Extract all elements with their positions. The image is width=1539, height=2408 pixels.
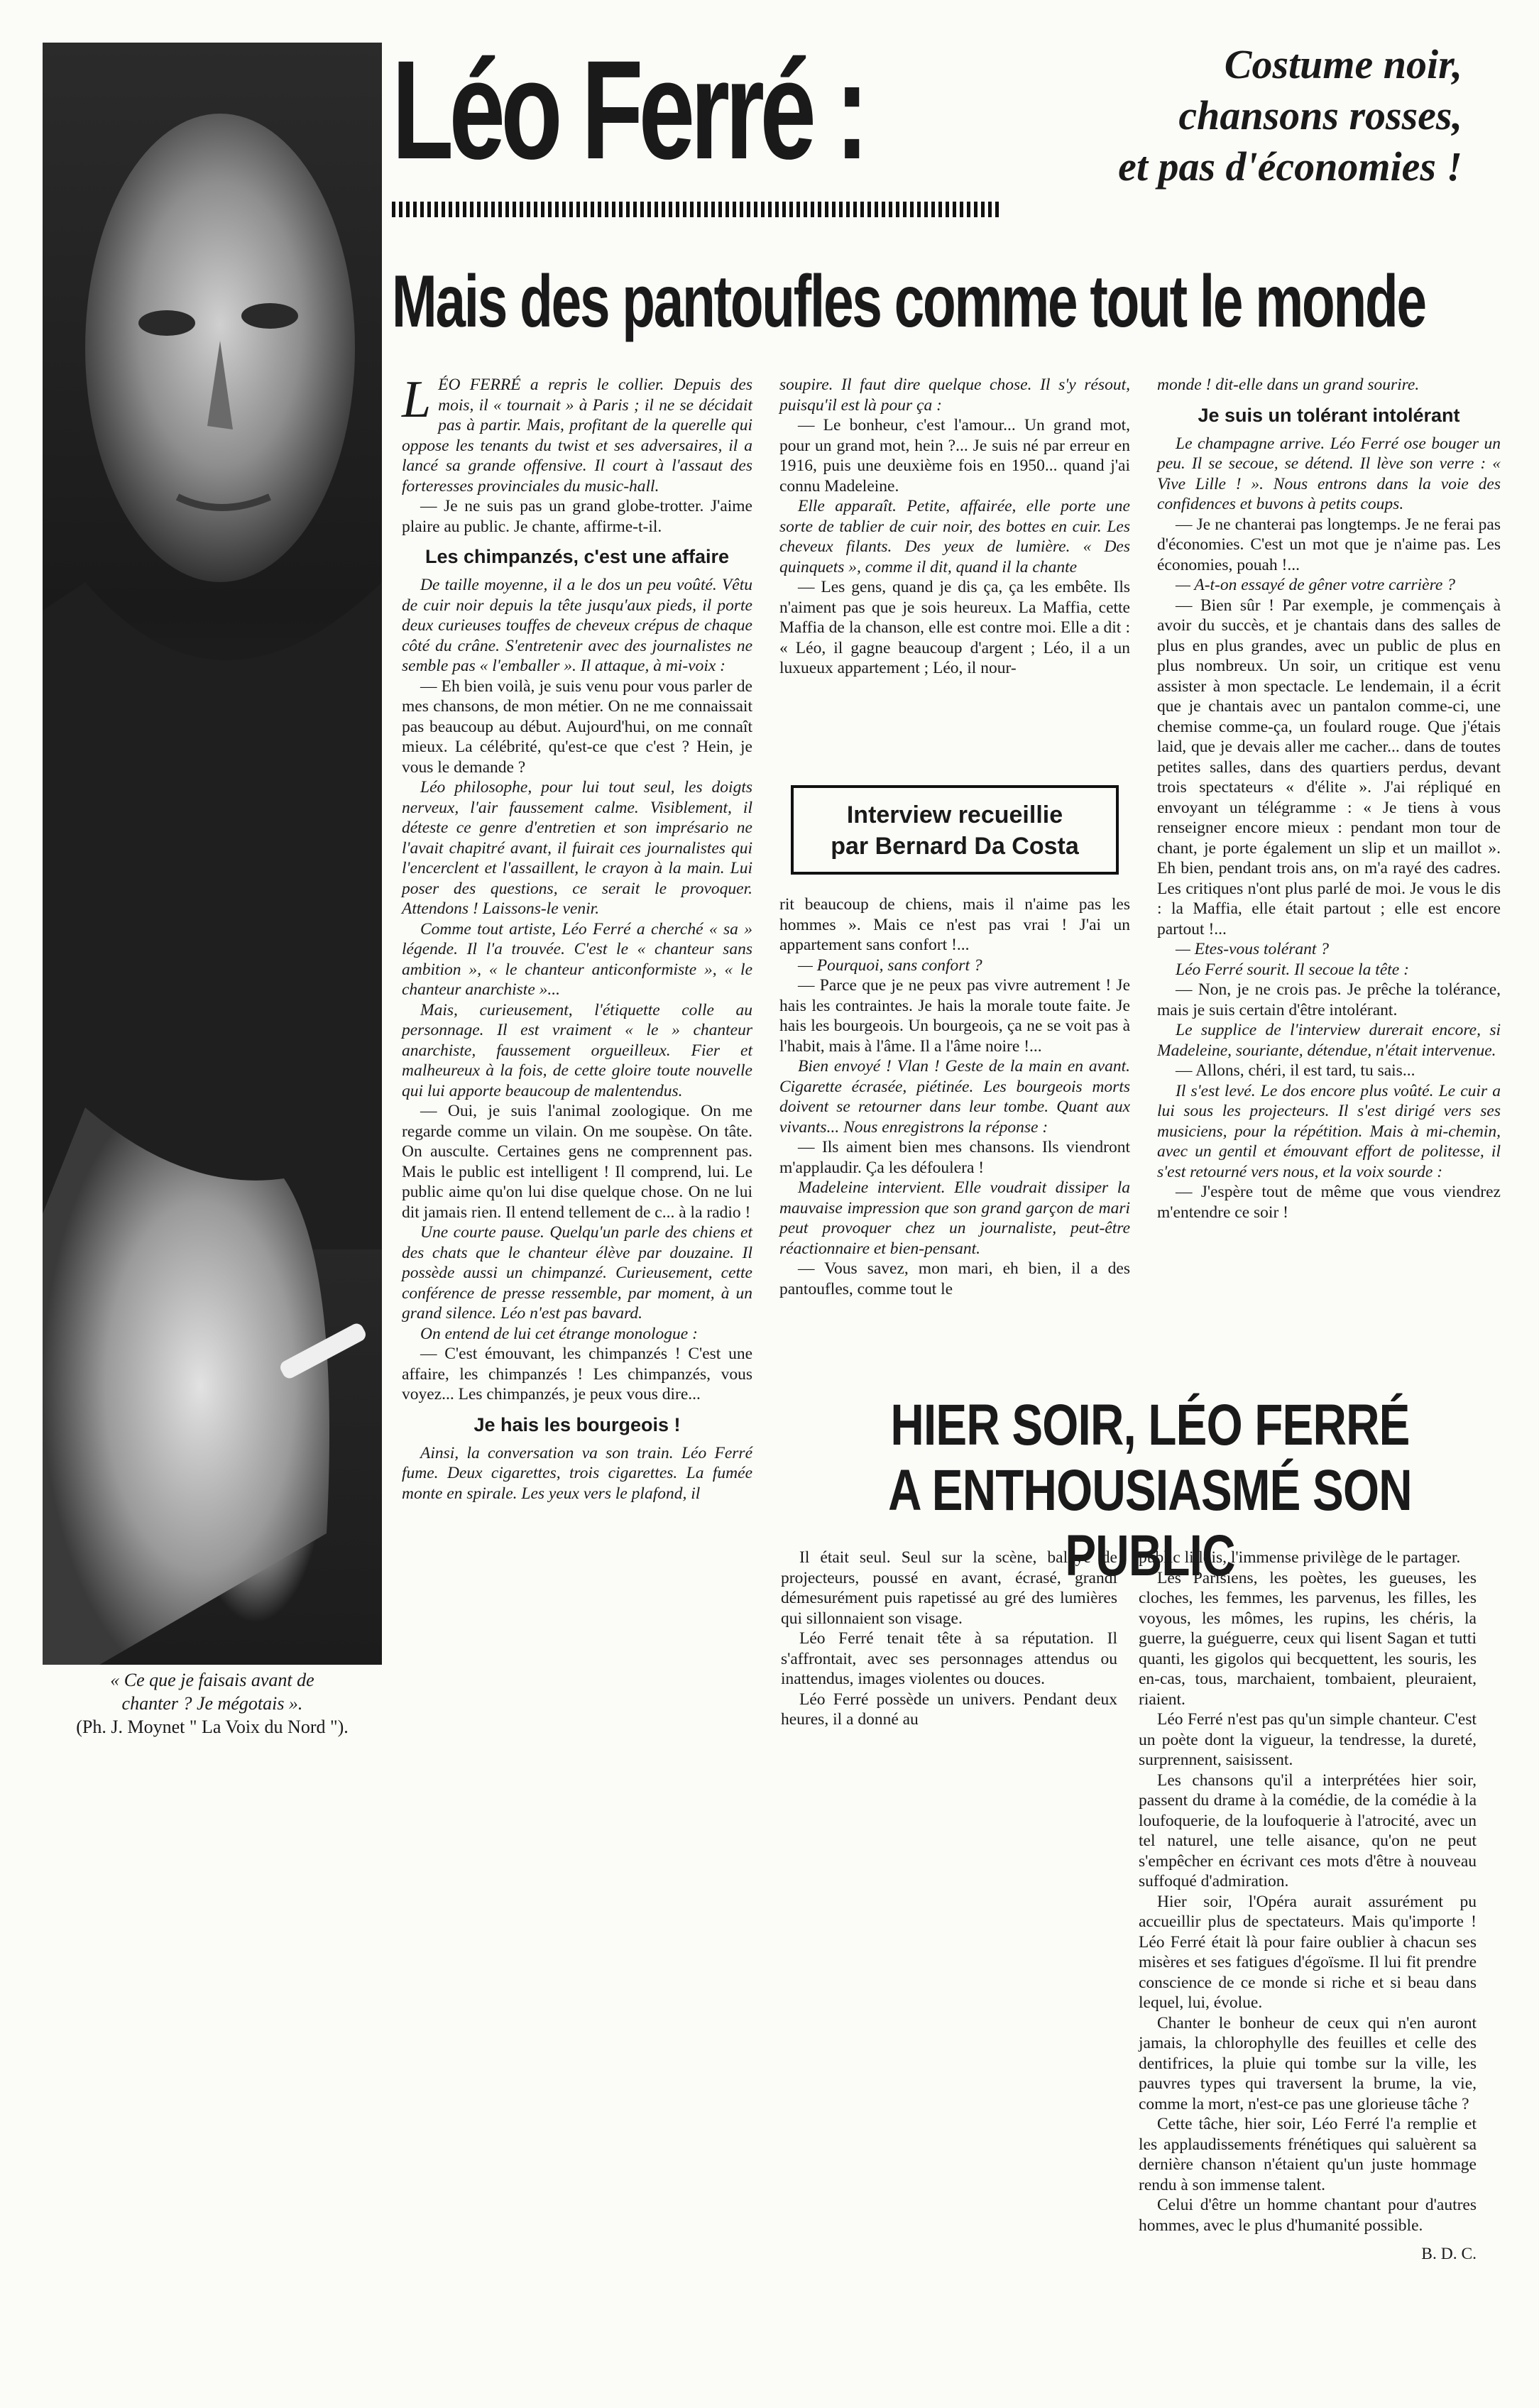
paragraph: — Je ne chanterai pas longtemps. Je ne ferai pas d'économies. C'est un mot que je n'aime pas. Les économies, pouah !...	[1157, 515, 1501, 574]
caption-quote-line-1: « Ce que je faisais avant de	[110, 1670, 314, 1690]
paragraph: De taille moyenne, il a le dos un peu voûté. Vêtu de cuir noir depuis la tête jusqu'aux pieds, il porte deux curieuses touffes de cheveux crépus de chaque côté du crâne. S'entretenir avec des journalistes ne semble pas « l'emballer ». Il attaque, à mi-voix :	[402, 576, 752, 675]
paragraph: Madeleine intervient. Elle voudrait dissiper la mauvaise impression que son grand garçon de mari peut provoquer chez un journaliste, peut-être réactionnaire et bien-pensant.	[779, 1178, 1130, 1258]
paragraph: Les Parisiens, les poètes, les gueuses, les cloches, les femmes, les parvenus, les filles, les voyous, les mômes, les rupins, les chéris, la guerre, la guéguerre, ceux qui lisent Sagan et tutti quanti, les gigolos qui becquettent, les souris, les en-cas, tous, marchaient, tombaient, pleuraient, riaient.	[1139, 1568, 1477, 1709]
review-column-2	[1139, 1548, 1477, 2265]
paragraph: Elle apparaît. Petite, affairée, elle porte une sorte de tablier de cuir noir, des bottes en cuir. Les cheveux filants. Des yeux de lumière. « Des quinquets », comme il dit, quand il la chante	[779, 497, 1130, 576]
subheading-bourgeois: Je hais les bourgeois !	[473, 1413, 681, 1435]
paragraph: Le champagne arrive. Léo Ferré ose bouger un peu. Il se secoue, se détend. Il lève son verre : « Vive Lille ! ». Nous entrons dans la voie des confidences et buvons à petits coups.	[1157, 434, 1501, 513]
paragraph: — Vous savez, mon mari, eh bien, il a des pantoufles, comme tout le	[779, 1259, 1130, 1298]
paragraph: — J'espère tout de même que vous viendrez m'entendre ce soir !	[1157, 1183, 1501, 1222]
secondary-headline: Mais des pantoufles comme tout le monde	[392, 261, 1425, 343]
paragraph: soupire. Il faut dire quelque chose. Il s'y résout, puisqu'il est là pour ça :	[779, 376, 1130, 415]
drop-cap: L	[402, 371, 432, 429]
review-column-1	[781, 1548, 1117, 1730]
paragraph: — Les gens, quand je dis ça, ça les embête. Ils n'aiment pas que je sois heureux. La Maffia, cette Maffia de la chanson, elle est contre moi. Elle a dit : « Léo, il gagne beaucoup d'argent ; Léo, il a un luxueux appartement ; Léo, il nour-	[779, 578, 1130, 677]
main-title: Léo Ferré :	[392, 31, 865, 188]
review-headline-line-2: A ENTHOUSIASMÉ SON PUBLIC	[888, 1458, 1412, 1588]
subheading-chimpanzes: Les chimpanzés, c'est une affaire	[425, 546, 730, 567]
article-column-1	[402, 371, 752, 1504]
paragraph: — A-t-on essayé de gêner votre carrière ?	[1176, 576, 1455, 594]
subtitle-line-1: Costume noir,	[1224, 41, 1462, 87]
paragraph: — Etes-vous tolérant ?	[1176, 940, 1330, 958]
paragraph: monde ! dit-elle dans un grand sourire.	[1157, 376, 1420, 394]
title-rule	[392, 202, 1002, 217]
paragraph: — Ils aiment bien mes chansons. Ils viendront m'applaudir. Ça les défoulera !	[779, 1138, 1130, 1177]
paragraph: — Eh bien voilà, je suis venu pour vous parler de mes chansons, de mon métier. On ne me connaissait pas beaucoup au début. Aujourd'hui, on me connaît mieux. La célébrité, qu'est-ce que c'est ? Hein, je vous le demande ?	[402, 677, 752, 777]
paragraph: Cette tâche, hier soir, Léo Ferré l'a remplie et les applaudissements frénétiques qui saluèrent sa dernière chanson n'étaient qu'un juste hommage rendu à son immense talent.	[1139, 2115, 1477, 2194]
paragraph: Léo Ferré n'est pas qu'un simple chanteur. C'est un poète dont la vigueur, la tendresse, la dureté, surprennent, saisissent.	[1139, 1710, 1477, 1769]
interview-credit-box	[791, 785, 1119, 875]
paragraph: Mais, curieusement, l'étiquette colle au personnage. Il est vraiment « le » chanteur anarchiste, faussement orgueilleux. Fier et malheureux à la fois, de cette gloire toute nouvelle qui lui apporte beaucoup de malentendus.	[402, 1000, 752, 1100]
paragraph: — Bien sûr ! Par exemple, je commençais à avoir du succès, et je chantais dans des salles de plus en plus grandes, avec un public de plus en plus nombreux. Un soir, un critique est venu assister à mon spectacle. Le lendemain, il a écrit que je chantais avec un pantalon comme-ci, une chemise comme-ça, un foulard rouge. Que j'étais laid, que je devais aller me cacher... dans de toutes petites salles, dans des quartiers perdus, devant trois spectateurs « d'élite ». J'ai répliqué en envoyant un télégramme : « Je tiens à vous renseigner encore mieux : pendant mon tour de chant, je porte également un slip et un maillot ». Eh bien, pendant trois ans, on m'a rayé des cadres. Les critiques n'ont plus parlé de moi. Je vous le dis : la Maffia, elle était partout ; elle est encore partout !...	[1157, 596, 1501, 938]
paragraph: — Parce que je ne peux pas vivre autrement ! Je hais les contraintes. Je hais la morale toute faite. Je hais les bourgeois. Un bourgeois, ça ne se voit pas à l'habit, mais à l'âme. Il a l'âme noire !...	[779, 976, 1130, 1056]
paragraph: Le supplice de l'interview durerait encore, si Madeleine, souriante, détendue, n'était intervenue.	[1157, 1021, 1501, 1060]
paragraph: Léo Ferré possède un univers. Pendant deux heures, il a donné au	[781, 1690, 1117, 1729]
subheading-tolerant: Je suis un tolérant intolérant	[1198, 404, 1460, 426]
caption-quote-line-2: chanter ? Je mégotais ».	[121, 1693, 303, 1714]
paragraph: Il s'est levé. Le dos encore plus voûté. Le cuir a lui sous les projecteurs. Il s'est dirigé vers ses musiciens, pour la répétition. Mais à mi-chemin, avec un gentil et émouvant effort de politesse, il s'est retourné vers nous, et la voix sourde :	[1157, 1081, 1501, 1181]
paragraph: — Non, je ne crois pas. Je prêche la tolérance, mais je suis certain d'être intolérant.	[1157, 980, 1501, 1019]
portrait-photo	[43, 43, 382, 1665]
paragraph: — C'est émouvant, les chimpanzés ! C'est une affaire, les chimpanzés ! Les chimpanzés, vous voyez... Les chimpanzés, je peux vous dire...	[402, 1345, 752, 1403]
paragraph: — Allons, chéri, il est tard, tu sais...	[1176, 1061, 1415, 1080]
paragraph: — Le bonheur, c'est l'amour... Un grand mot, pour un grand mot, hein ?... Je suis né par erreur en 1916, puis une deuxième fois en 1950... quand j'ai connu Madeleine.	[779, 416, 1130, 496]
subtitle-line-3: et pas d'économies !	[1118, 143, 1462, 190]
paragraph: public lillois, l'immense privilège de le partager.	[1139, 1548, 1461, 1567]
paragraph: Il était seul. Seul sur la scène, balayé de projecteurs, poussé en avant, écrasé, grandi démesurément puis rapetissé au gré des lumières qui sillonnaient son visage.	[781, 1548, 1117, 1628]
subtitle	[937, 39, 1462, 192]
paragraph: — Pourquoi, sans confort ?	[798, 956, 982, 975]
review-signature: B. D. C.	[1421, 2245, 1477, 2263]
paragraph: Les chansons qu'il a interprétées hier soir, passent du drame à la comédie, de la comédie à la loufoquerie, de la loufoquerie à l'atrocité, avec un tel naturel, une telle aisance, qu'on ne peut s'empêcher en écrivant ces mots d'être à nouveau suffoqué d'admiration.	[1139, 1771, 1477, 1890]
article-column-2-bottom	[779, 894, 1130, 1299]
paragraph: Chanter le bonheur de ceux qui n'en auront jamais, la chlorophylle des feuilles et celle des dentifrices, la pluie qui tombe sur la ville, les pauvres types qui traversent la brume, la vie, comme la mort, n'est-ce pas une glorieuse tâche ?	[1139, 2013, 1477, 2113]
photo-caption	[43, 1668, 382, 1739]
interview-credit-line-1: Interview recueillie	[846, 801, 1063, 828]
paragraph: Léo Ferré sourit. Il secoue la tête :	[1176, 960, 1409, 979]
paragraph: — Je ne suis pas un grand globe-trotter. J'aime plaire au public. Je chante, affirme-t-il.	[402, 497, 752, 536]
subtitle-line-2: chansons rosses,	[1178, 92, 1462, 138]
paragraph: Une courte pause. Quelqu'un parle des chiens et des chats que le chanteur élève par douzaine. Il possède aussi un chimpanzé. Curieusement, cette conférence de presse ressemble, par moment, à un grand silence. Léo n'est pas bavard.	[402, 1223, 752, 1323]
photo-credit: (Ph. J. Moynet " La Voix du Nord ").	[76, 1717, 349, 1737]
paragraph: Celui d'être un homme chantant pour d'autres hommes, avec le plus d'humanité possible.	[1139, 2196, 1477, 2235]
interview-credit-line-2: par Bernard Da Costa	[831, 833, 1079, 860]
paragraph: Léo Ferré tenait tête à sa réputation. Il s'affrontait, avec ses personnages attendus ou inattendus, images violentes ou douces.	[781, 1629, 1117, 1688]
lead-paragraph: ÉO FERRÉ a repris le collier. Depuis des mois, il « tournait » à Paris ; il ne se décidait pas à partir. Mais, profitant de la querelle qui oppose les tenants du twist et ses adversaires, il a lancé sa grande offensive. Il court à l'assaut des forteresses provinciales du music-hall.	[402, 376, 752, 496]
paragraph: Ainsi, la conversation va son train. Léo Ferré fume. Deux cigarettes, trois cigarettes. La fumée monte en spirale. Les yeux vers le plafond, il	[402, 1443, 752, 1503]
article-column-2-top	[779, 375, 1130, 679]
paragraph: Comme tout artiste, Léo Ferré a cherché « sa » légende. Il l'a trouvée. C'est le « chanteur sans ambition », « le chanteur anticonformiste », « le chanteur anarchiste »...	[402, 919, 752, 999]
paragraph: Léo philosophe, pour lui tout seul, les doigts nerveux, l'air faussement calme. Visiblement, il déteste ce genre d'entretien et son imprésario ne l'avait chapitré avant, il fuirait ces journalistes qui l'encerclent et l'assaillent, le crayon à la main. Lui poser des questions, ce serait le provoquer. Attendons ! Laissons-le venir.	[402, 778, 752, 918]
paragraph: Bien envoyé ! Vlan ! Geste de la main en avant. Cigarette écrasée, piétinée. Les bourgeois morts doivent se retourner dans leur tombe. Quant aux vivants... Nous enregistrons la réponse :	[779, 1057, 1130, 1137]
article-column-3	[1157, 375, 1501, 1222]
paragraph: rit beaucoup de chiens, mais il n'aime pas les hommes ». Mais ce n'est pas vrai ! J'ai un appartement sans confort !...	[779, 895, 1130, 954]
review-headline-line-1: HIER SOIR, LÉO FERRÉ	[890, 1393, 1410, 1457]
portrait-illustration	[43, 43, 382, 1665]
paragraph: — Oui, je suis l'animal zoologique. On me regarde comme un vilain. On me soupèse. On tâte. On ausculte. Certaines gens ne comprennent pas. Mais le public est intelligent ! Il comprend, lui. Le public aime qu'on lui dise quelque chose. On ne lui dit jamais rien. Il entend tellement de c... à la radio !	[402, 1102, 752, 1222]
paragraph: On entend de lui cet étrange monologue :	[420, 1324, 698, 1343]
paragraph: Hier soir, l'Opéra aurait assurément pu accueillir plus de spectateurs. Mais qu'importe ! Léo Ferré était là pour faire oublier à chacun ses misères et ses fatigues d'égoïsme. Il lui fit prendre conscience de ce monde si riche et si beau dans lequel, lui, évolue.	[1139, 1892, 1477, 2012]
